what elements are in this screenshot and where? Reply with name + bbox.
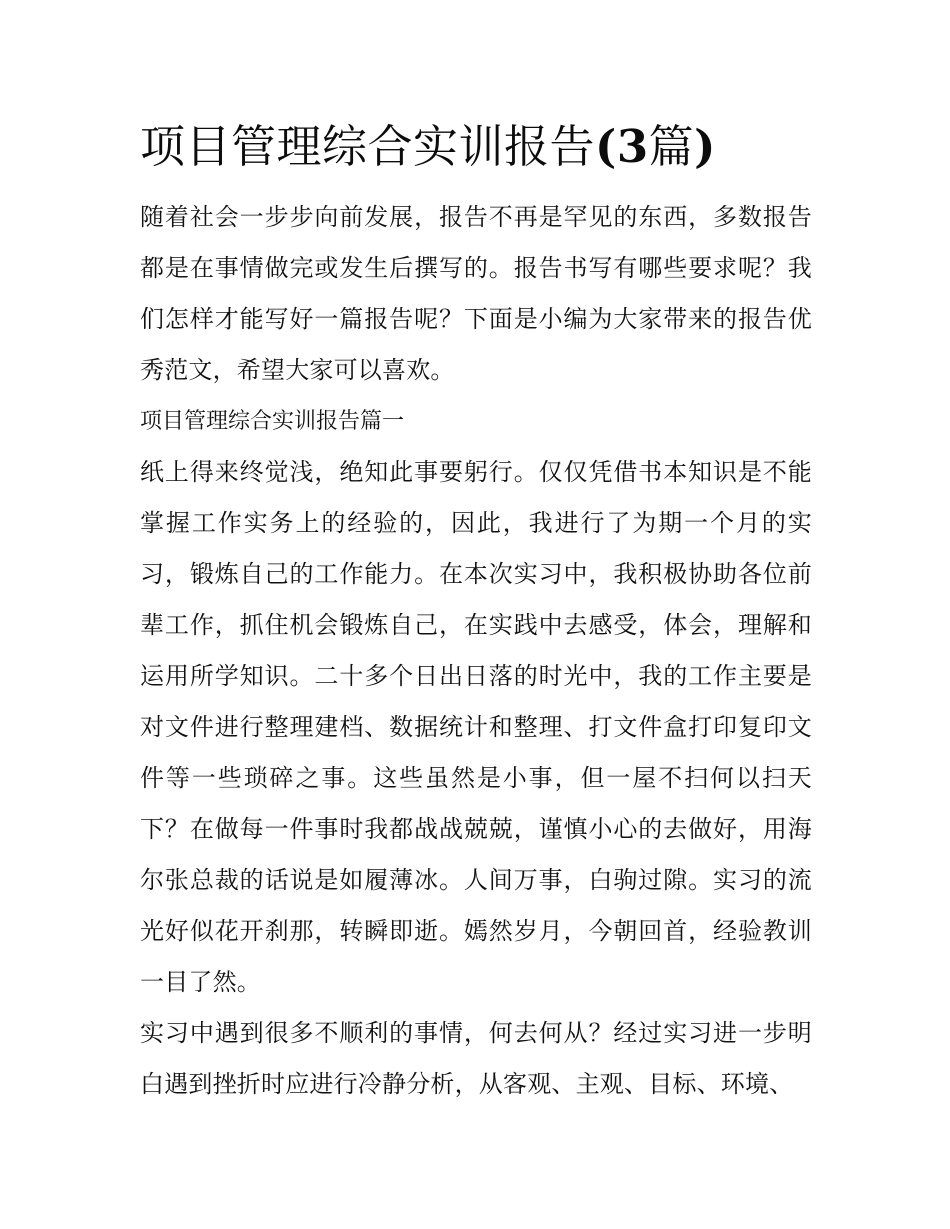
title-main: 项目管理综合实训报告 xyxy=(140,120,596,173)
document-body xyxy=(140,116,812,1110)
title-unit: 篇 xyxy=(648,120,695,173)
intro-paragraph: 随着社会一步步向前发展，报告不再是罕见的东西，多数报告都是在事情做完或发生后撰写的。报告书写有哪些要求呢？我们怎样才能写好一篇报告呢？下面是小编为大家带来的报告优秀范文，希望大家可以喜欢。 xyxy=(140,203,812,384)
title-count: 3 xyxy=(616,120,649,173)
body-paragraph-1: 纸上得来终觉浅，绝知此事要躬行。仅仅凭借书本知识是不能掌握工作实务上的经验的，因此，我进行了为期一个月的实习，锻炼自己的工作能力。在本次实习中，我积极协助各位前辈工作，抓住机会锻炼自己，在实践中去感受，体会，理解和运用所学知识。二十多个日出日落的时光中，我的工作主要是对文件进行整理建档、数据统计和整理、打文件盒打印复印文件等一些琐碎之事。这些虽然是小事，但一屋不扫何以扫天下？在做每一件事时我都战战兢兢，谨慎小心的去做好，用海尔张总裁的话说是如履薄冰。人间万事，白驹过隙。实习的流光好似花开刹那，转瞬即逝。嫣然岁月，今朝回首，经验教训一目了然。 xyxy=(140,458,812,996)
document-title xyxy=(140,116,812,178)
title-paren-open: ( xyxy=(595,120,617,173)
section-heading: 项目管理综合实训报告篇一 xyxy=(140,409,405,434)
body-paragraph-2: 实习中遇到很多不顺利的事情，何去何从？经过实习进一步明白遇到挫折时应进行冷静分析，从客观、主观、目标、环境、 xyxy=(140,1019,812,1098)
title-paren-close: ) xyxy=(694,120,716,173)
